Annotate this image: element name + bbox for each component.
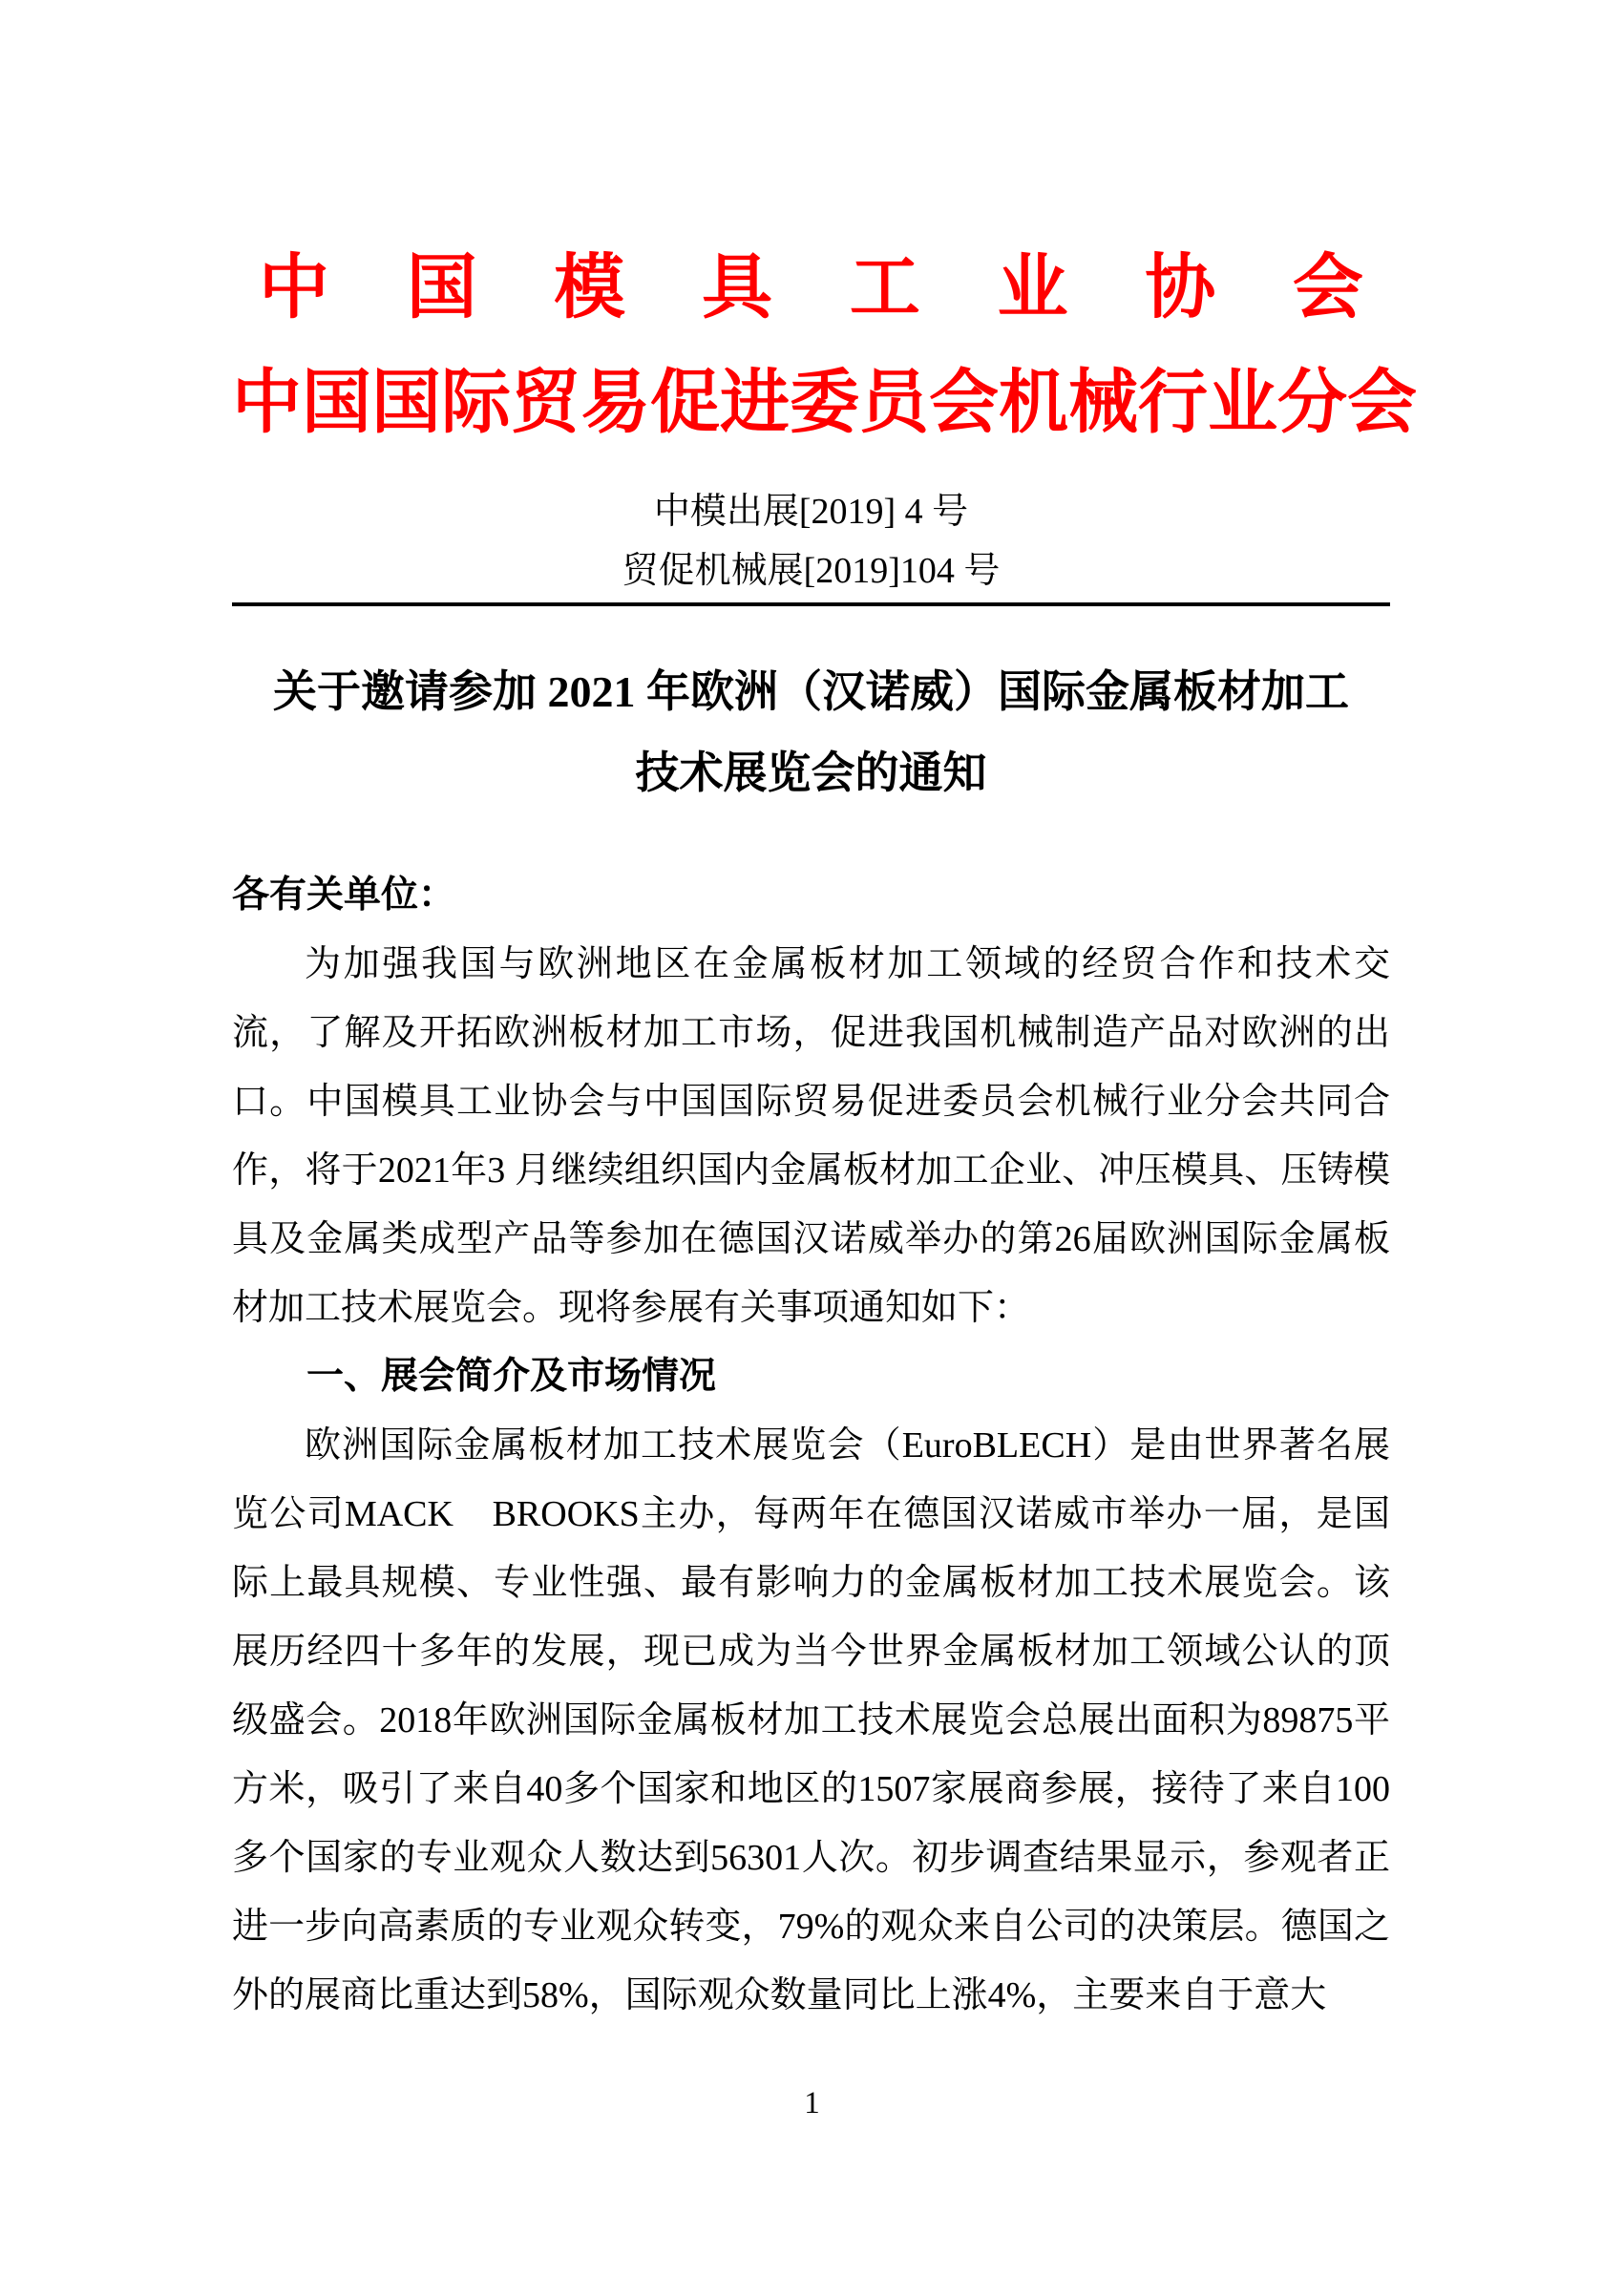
org-name-line2: 中国国际贸易促进委员会机械行业分会 [232, 364, 1417, 441]
paragraph-2: 欧洲国际金属板材加工技术展览会（EuroBLECH）是由世界著名展览公司MACK BROOKS主办，每两年在德国汉诺威市举办一届，是国际上最具规模、专业性强、最有影响力的金属板材加工技术展览会。该展历经四十多年的发展，现已成为当今世界金属板材加工领域公认的顶级盛会。2018年欧洲国际金属板材加工技术展览会总展出面积为89875平方米，吸引了来自40多个国家和地区的1507家展商参展，接待了来自100多个国家的专业观众人数达到56301人次。初步调查结果显示，参观者正进一步向高素质的专业观众转变，79%的观众来自公司的决策层。德国之外的展商比重达到58%，国际观众数量同比上涨4%，主要来自于意大 [232, 1425, 1390, 2015]
document-body [232, 861, 1390, 2030]
doc-number-2: 贸促机械展[2019]104 号 [622, 551, 1001, 591]
document-title-line2: 技术展览会的通知 [635, 749, 987, 797]
document-content [232, 0, 1417, 2030]
section-1-heading: 一、展会简介及市场情况 [306, 1356, 717, 1397]
paragraph-1: 为加强我国与欧洲地区在金属板材加工领域的经贸合作和技术交流，了解及开拓欧洲板材加工市场，促进我国机械制造产品对欧洲的出口。中国模具工业协会与中国国际贸易促进委员会机械行业分会共同合作，将于2021年3 月继续组织国内金属板材加工企业、冲压模具、压铸模具及金属类成型产品等参加在德国汉诺威举办的第26届欧洲国际金属板材加工技术展览会。现将参展有关事项通知如下： [232, 944, 1390, 1328]
org-name-line1: 中 国 模 具 工 业 协 会 [259, 249, 1363, 327]
salutation: 各有关单位： [232, 875, 456, 916]
page-number: 1 [804, 2086, 820, 2120]
header-divider [232, 602, 1390, 606]
document-title-line1: 关于邀请参加 2021 年欧洲（汉诺威）国际金属板材加工 [273, 667, 1349, 716]
doc-number-1: 中模出展[2019] 4 号 [653, 492, 969, 532]
